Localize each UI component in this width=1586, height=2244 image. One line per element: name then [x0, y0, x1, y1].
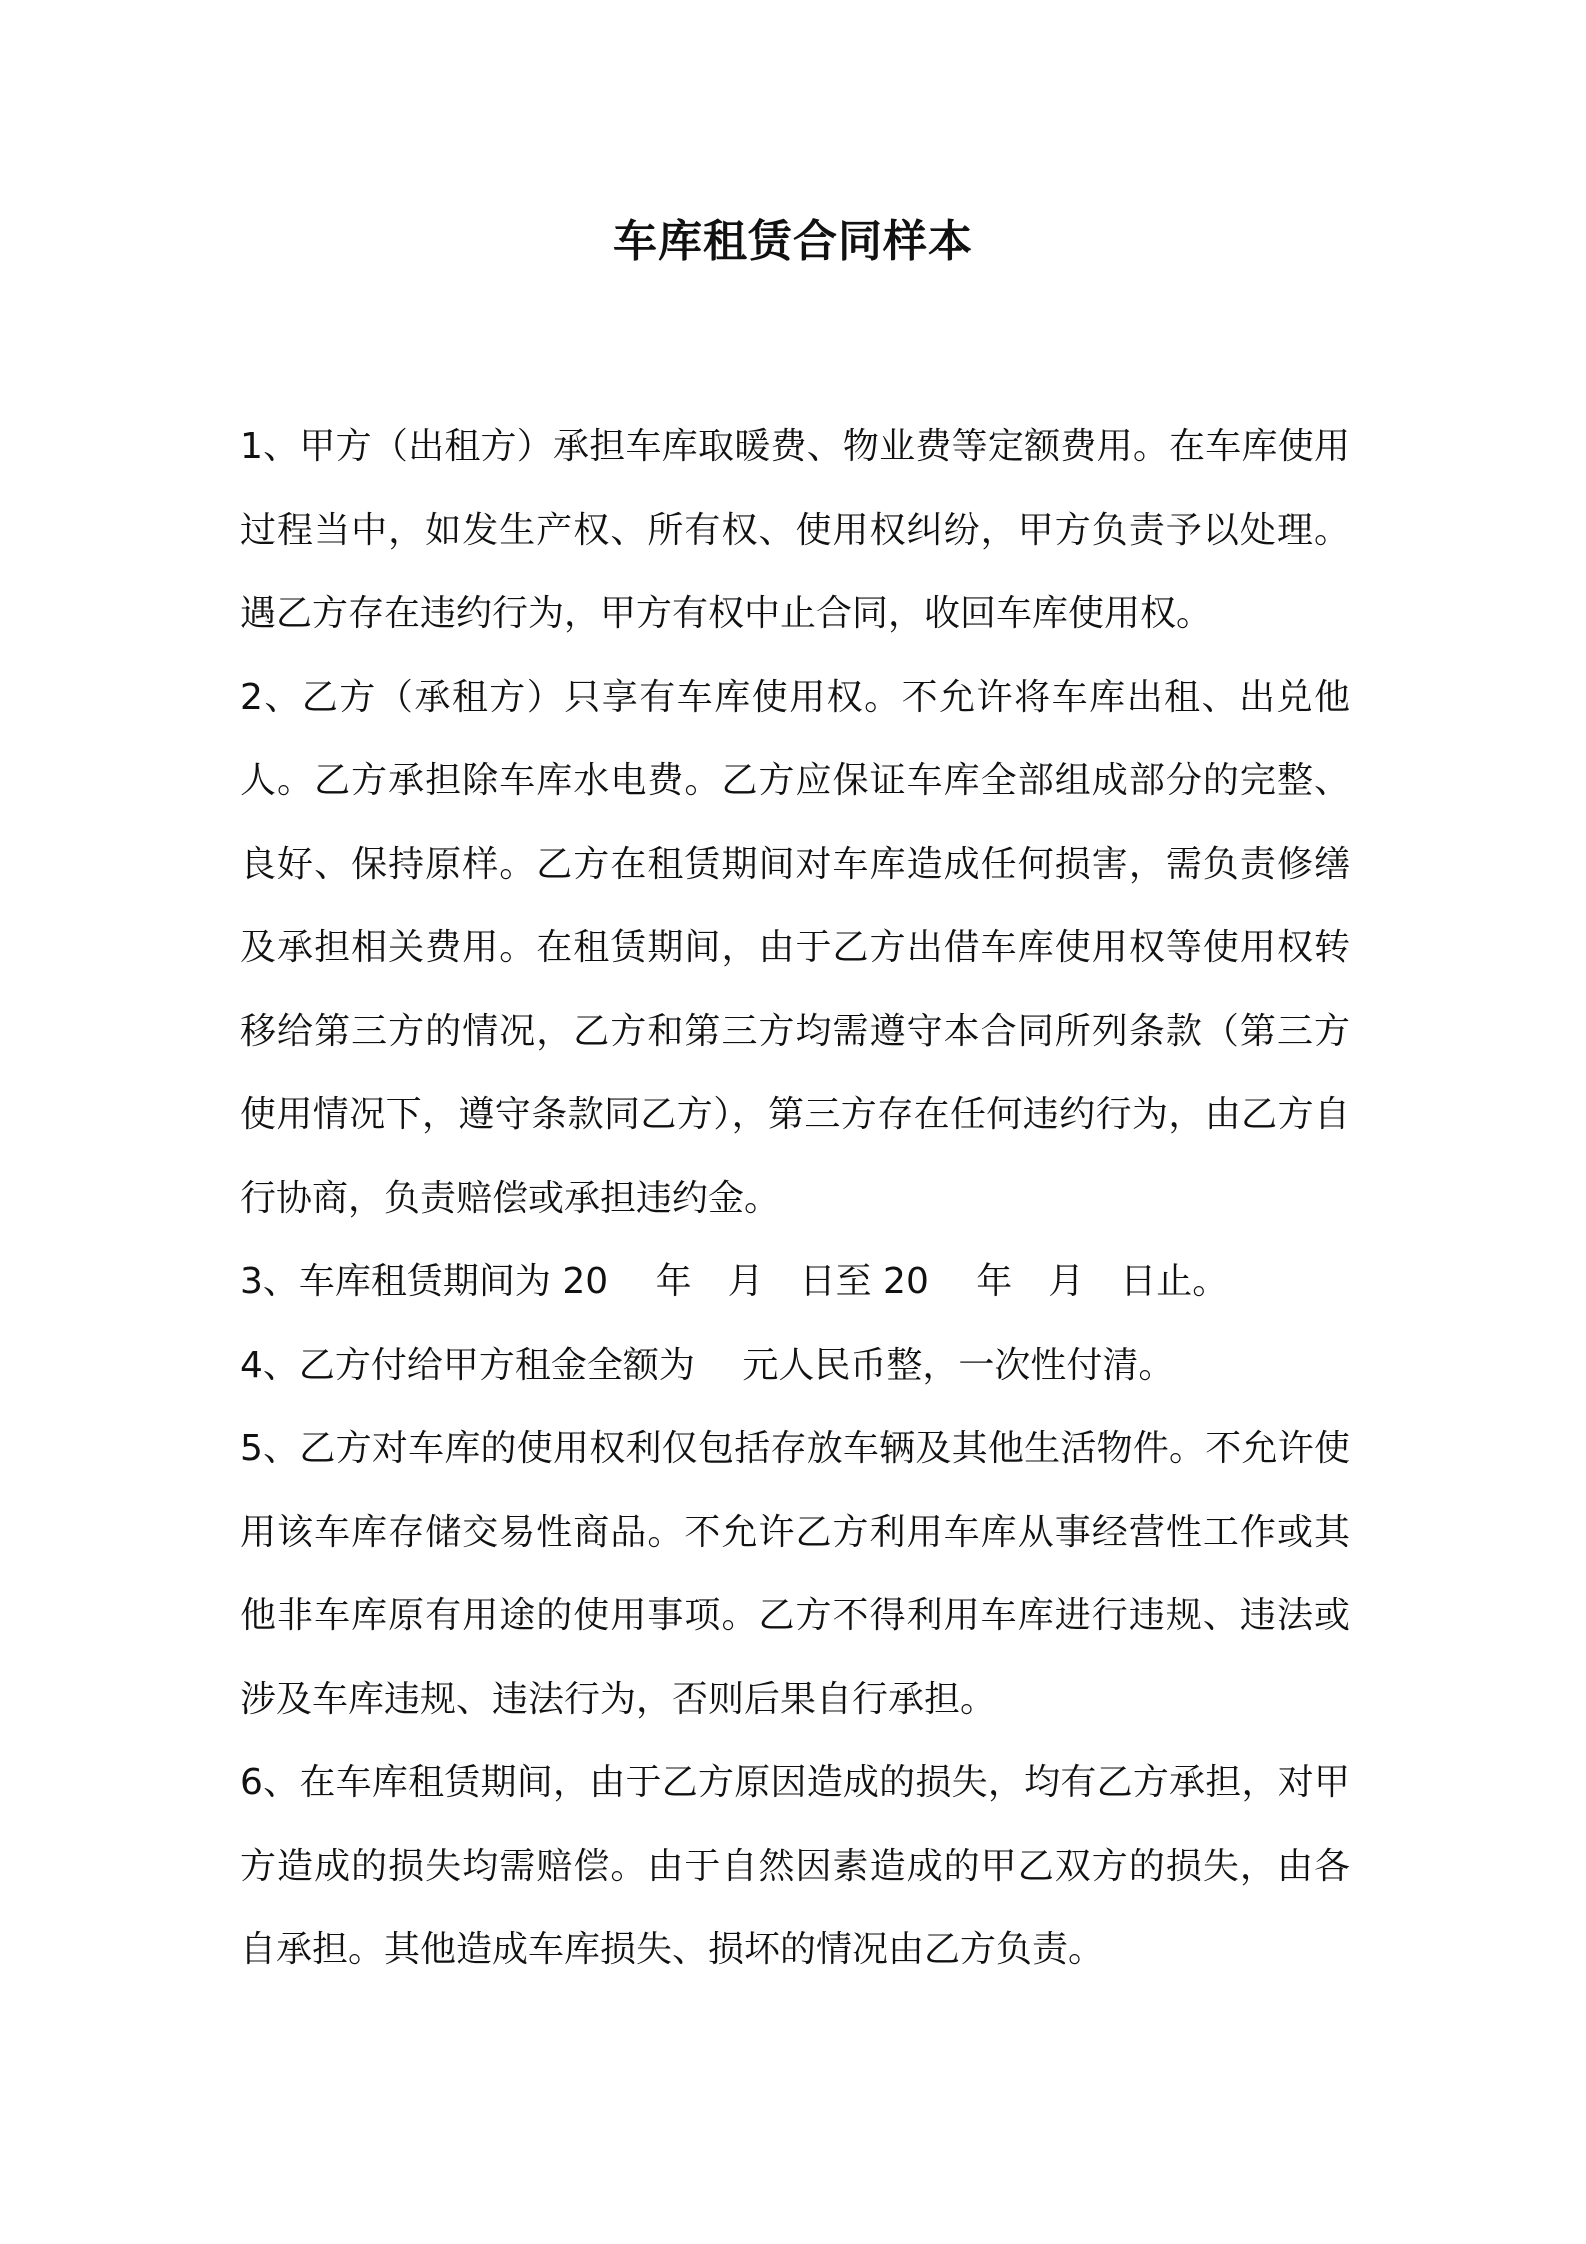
- document-body: [240, 405, 1350, 1992]
- clause-4: 4、乙方付给甲方租金全额为 元人民币整，一次性付清。: [240, 1344, 1175, 1386]
- clause-5: 5、乙方对车库的使用权利仅包括存放车辆及其他生活物件。不允许使用该车库存储交易性商品。不允许乙方利用车库从事经营性工作或其他非车库原有用途的使用事项。乙方不得利用车库进行违规、违法或涉及车库违规、违法行为，否则后果自行承担。: [240, 1428, 1350, 1720]
- clause-3: 3、车库租赁期间为 20 年 月 日至 20 年 月 日止。: [240, 1261, 1229, 1302]
- clause-6: 6、在车库租赁期间，由于乙方原因造成的损失，均有乙方承担，对甲方造成的损失均需赔偿。由于自然因素造成的甲乙双方的损失，由各自承担。其他造成车库损失、损坏的情况由乙方负责。: [240, 1762, 1350, 1970]
- clause-1: 1、甲方（出租方）承担车库取暖费、物业费等定额费用。在车库使用过程当中，如发生产权、所有权、使用权纠纷，甲方负责予以处理。遇乙方存在违约行为，甲方有权中止合同，收回车库使用权。: [240, 426, 1350, 634]
- document-title: 车库租赁合同样本: [613, 216, 973, 267]
- clause-2: 2、乙方（承租方）只享有车库使用权。不允许将车库出租、出兑他人。乙方承担除车库水电费。乙方应保证车库全部组成部分的完整、良好、保持原样。乙方在租赁期间对车库造成任何损害，需负责修缮及承担相关费用。在租赁期间，由于乙方出借车库使用权等使用权转移给第三方的情况，乙方和第三方均需遵守本合同所列条款（第三方使用情况下，遵守条款同乙方），第三方存在任何违约行为，由乙方自行协商，负责赔偿或承担违约金。: [240, 676, 1350, 1219]
